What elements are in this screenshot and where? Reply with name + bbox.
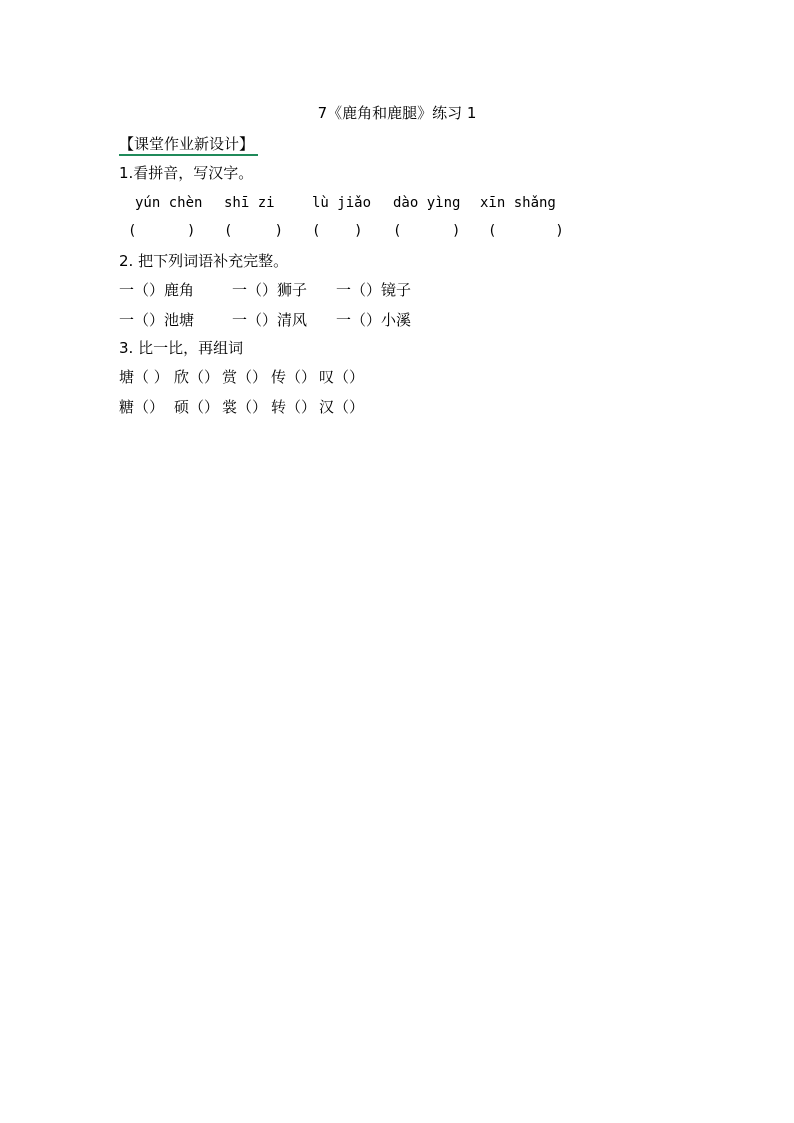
q3-item: 传（） — [271, 368, 317, 386]
q3-item: 转（） — [271, 398, 317, 416]
answer-blank-5[interactable]: ( ) — [488, 223, 564, 239]
q2-item: 一（）小溪 — [336, 311, 412, 329]
q3-item: 汉（） — [319, 398, 365, 416]
q3-item: 裳（） — [222, 398, 268, 416]
pinyin-3: lù jiǎo — [312, 195, 372, 211]
pinyin-2: shī zi — [224, 195, 275, 211]
answer-blank-1[interactable]: ( ) — [128, 223, 196, 239]
section-heading: 【课堂作业新设计】 — [119, 134, 258, 156]
pinyin-row — [0, 193, 794, 213]
pinyin-1: yún chèn — [135, 195, 203, 211]
q2-item: 一（）狮子 — [232, 281, 308, 299]
question-1-label: 1.看拼音，写汉字。 — [119, 164, 254, 182]
question-2-label: 2. 把下列词语补充完整。 — [119, 252, 289, 270]
pinyin-5: xīn shǎng — [480, 195, 556, 211]
q2-item: 一（）清风 — [232, 311, 308, 329]
q2-item: 一（）镜子 — [336, 281, 412, 299]
question-3-label: 3. 比一比，再组词 — [119, 339, 244, 357]
q3-item: 硕（） — [174, 398, 220, 416]
q3-item: 赏（） — [222, 368, 268, 386]
q2-item: 一（）鹿角 — [119, 281, 195, 299]
q2-item: 一（）池塘 — [119, 311, 195, 329]
q3-item: 欣（） — [174, 368, 220, 386]
q3-item: 塘（ ） — [119, 368, 169, 386]
answer-blank-4[interactable]: ( ) — [393, 223, 461, 239]
answer-blank-2[interactable]: ( ) — [224, 223, 284, 239]
page-title: 7《鹿角和鹿腿》练习 1 — [317, 104, 477, 122]
pinyin-4: dào yìng — [393, 195, 461, 211]
q3-item: 叹（） — [319, 368, 365, 386]
q3-row-2 — [119, 397, 365, 537]
answer-blank-row — [0, 221, 794, 241]
answer-blank-3[interactable]: ( ) — [312, 223, 363, 239]
q3-item: 糖（） — [119, 398, 165, 416]
